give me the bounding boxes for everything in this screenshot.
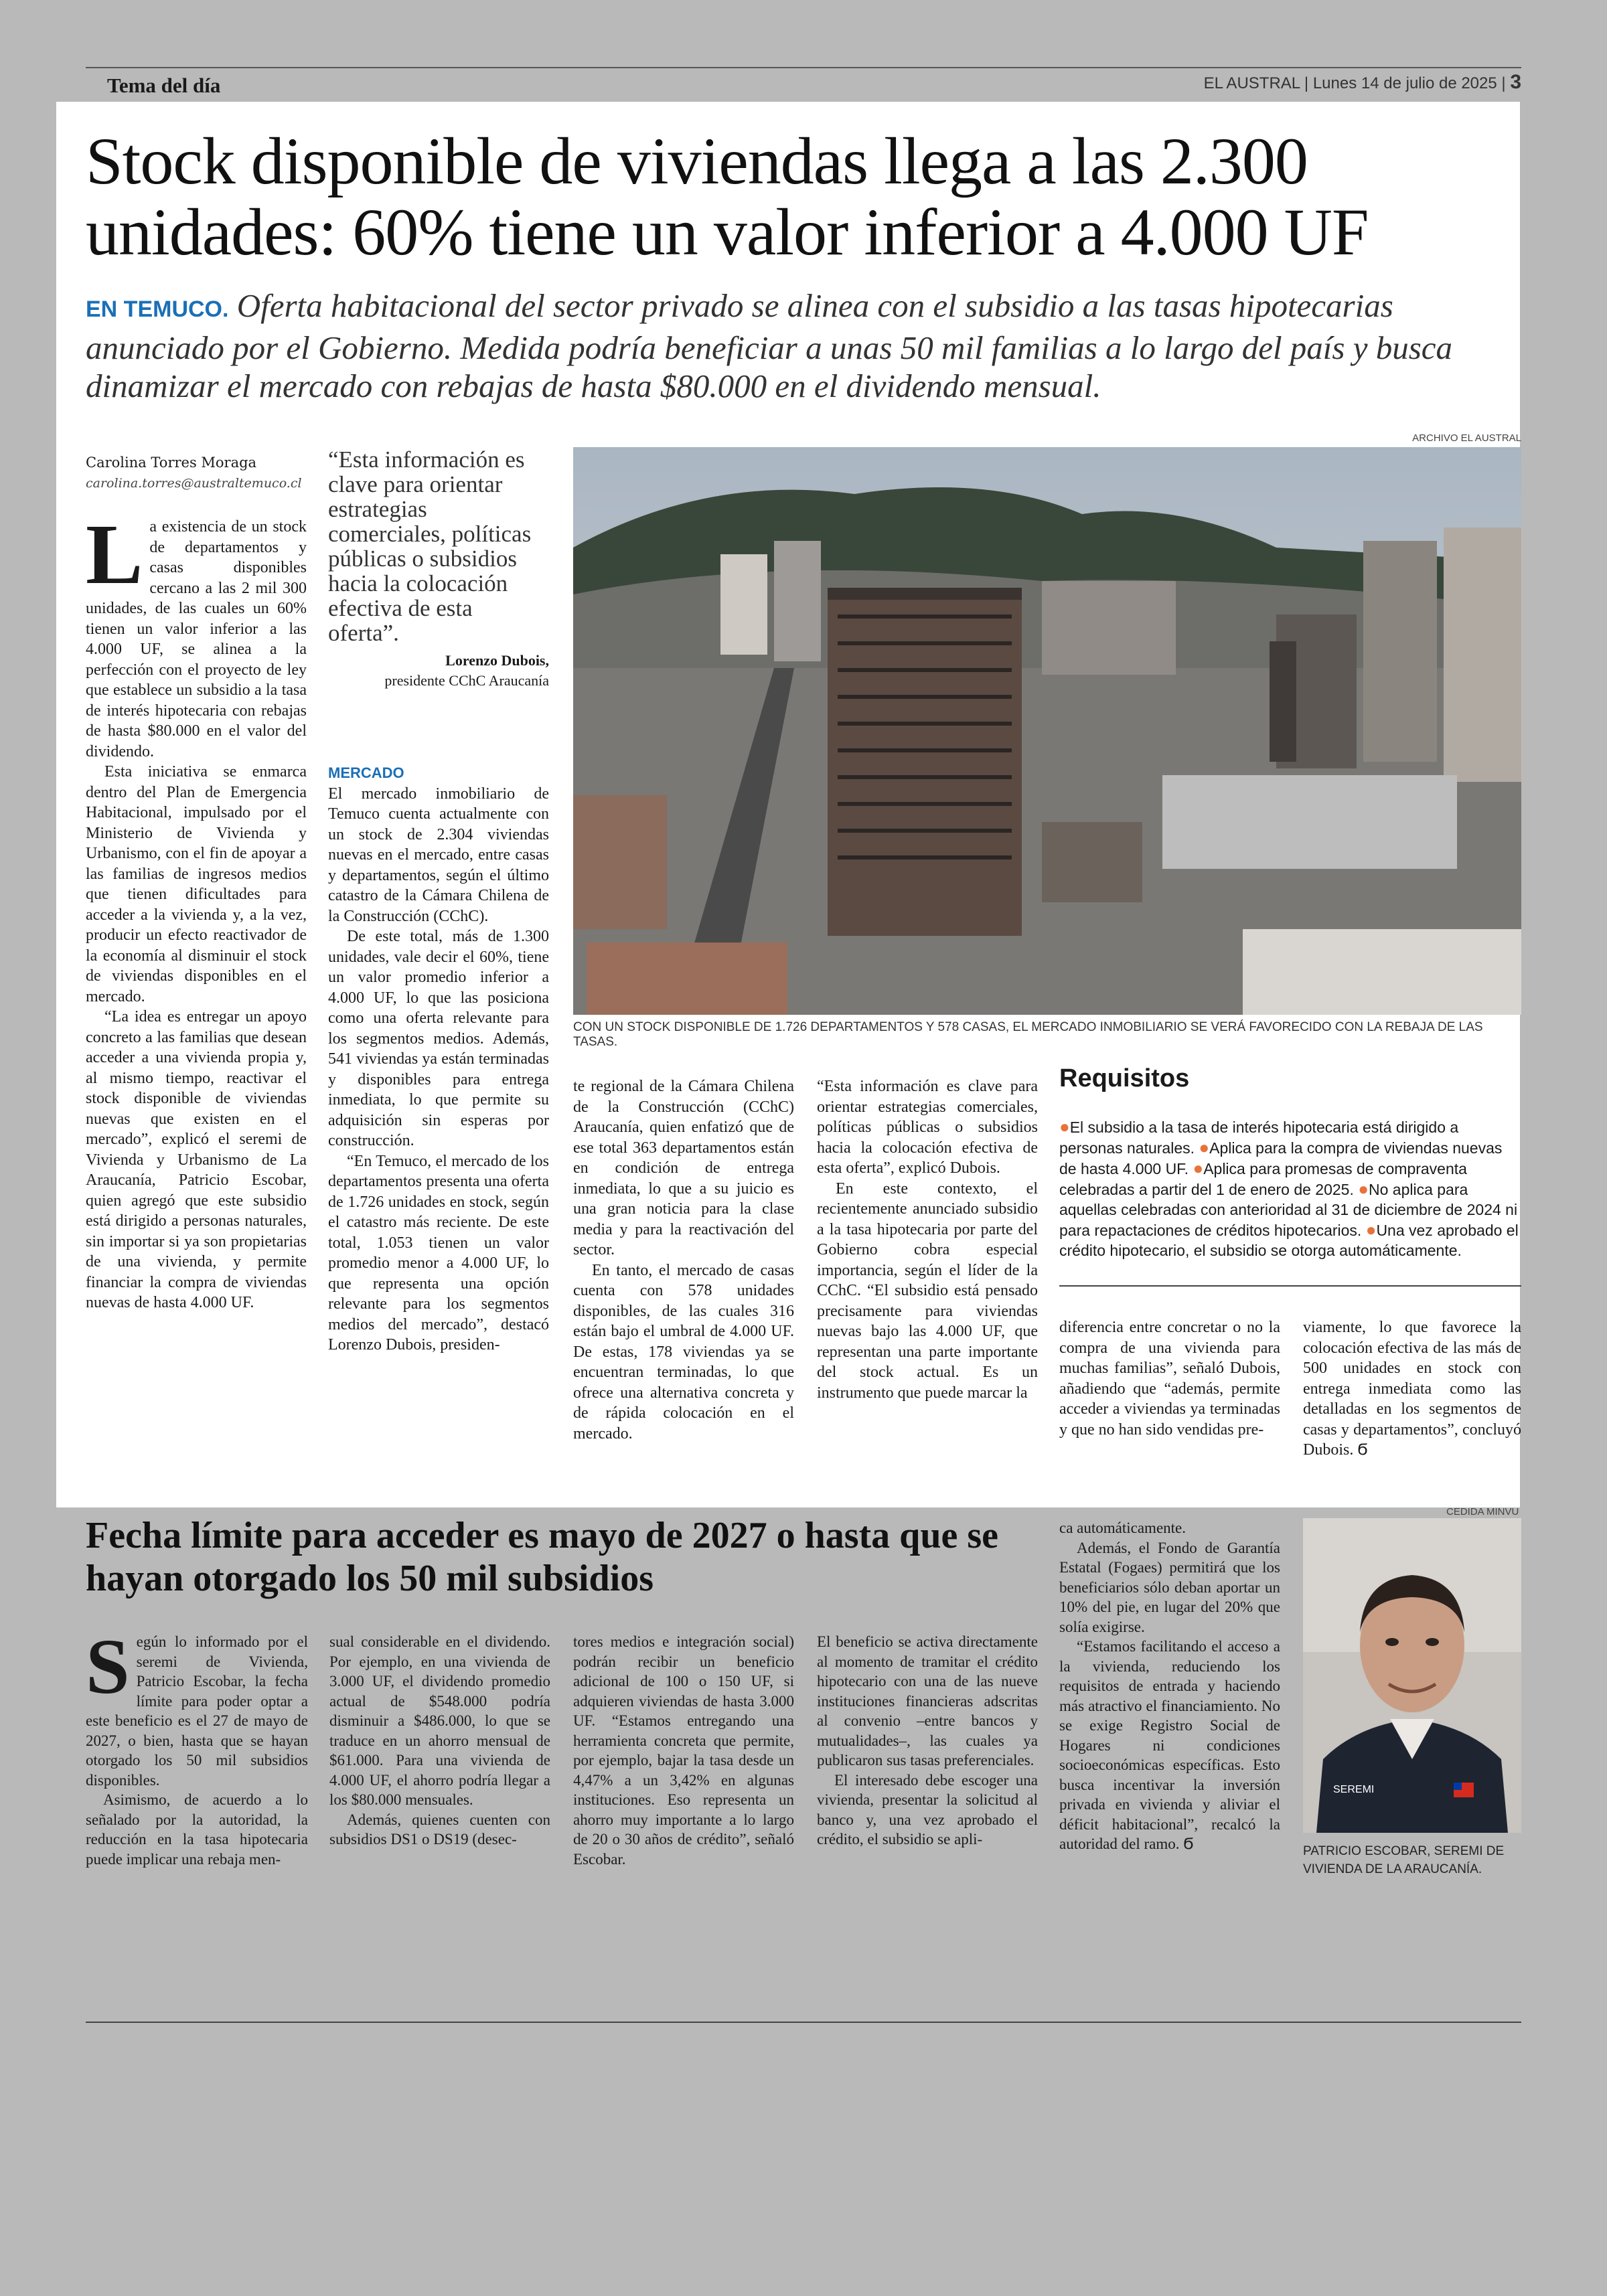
main-headline: Stock disponible de viviendas llega a las 2.300 unidades: 60% tiene un valor inferior a 4.000 UF [86,124,1369,269]
column-6 [1303,1317,1521,1461]
requirement-2: Aplica para la compra de viviendas nuevas de hasta 4.000 UF. [1059,1139,1503,1177]
pull-quote-author: Lorenzo Dubois, [445,652,549,669]
column-3 [573,1076,794,1444]
end-mark-icon: Ϭ [1357,1442,1368,1459]
subhead-mercado: MERCADO [328,764,404,781]
column-4 [817,1076,1038,1403]
requirement-3: Aplica para promesas de compraventa celebradas a partir del 1 de enero de 2025. [1059,1160,1467,1198]
second-headline: Fecha límite para acceder es mayo de 2027 o hasta que se hayan otorgado los 50 mil subsidios [86,1515,998,1599]
sec-c1-paragraph-1: egún lo informado por el seremi de Vivienda, Patricio Escobar, la fecha límite para poder optar a este beneficio es el 27 de mayo de 2027, o bien, hasta que se hayan otorgado los 50 mil subsidios disponibles. [86,1633,308,1789]
portrait-image [1303,1518,1521,1833]
col1-paragraph-1: a existencia de un stock de departamentos y casas disponibles cercano a las 2 mil 300 unidades, de las cuales un 60% tienen un valor inferior a las 4.000 UF, se alinea a la perfección con el proyecto de ley que establece un subsidio a la tasa de interés hipotecaria con rebajas de hasta $80.000 en el valor del dividendo. [86,518,307,760]
photo-caption: CON UN STOCK DISPONIBLE DE 1.726 DEPARTAMENTOS Y 578 CASAS, EL MERCADO INMOBILIARIO SE VERÁ FAVORECIDO CON LA REBAJA DE LAS TASAS. [573,1020,1483,1049]
portrait-caption: PATRICIO ESCOBAR, SEREMI DE VIVIENDA DE LA ARAUCANÍA. [1303,1844,1505,1876]
col3-paragraph-1: te regional de la Cámara Chilena de la Construcción (CChC) Araucanía, quien enfatizó que de ese total 363 departamentos están en condición de entrega inmediata, lo que a su juicio es una gran noticia para la clase media y para la reactivación del sector. [573,1078,794,1258]
portrait-credit: CEDIDA MINVU [1446,1506,1519,1518]
pull-quote: “Esta información es clave para orientar estrategias comerciales, políticas públicas o subsidios hacia la colocación efectiva de esta oferta”. [328,446,532,646]
bottom-rule [86,2022,1521,2023]
paper-name: EL AUSTRAL [1203,74,1300,92]
sec-c2-paragraph-1: sual considerable en el dividendo. Por ejemplo, en una vivienda de 3.000 UF, el dividendo promedio actual de $548.000 podría disminuir a $486.000, lo que se traduce en un ahorro mensual de $61.000. Para una vivienda de 4.000 UF, el ahorro podría llegar a los $80.000 mensuales. [329,1633,550,1808]
portrait-badge-label: SEREMI [1333,1784,1375,1795]
sec-c4-paragraph-2: El interesado debe escoger una vivienda, presentar la solicitud al banco y, una vez aprobado el crédito, el subsidio se apli- [817,1771,1038,1848]
header-rule [86,67,1521,68]
col2-paragraph-3: “En Temuco, el mercado de los departamentos presenta una oferta de 1.726 unidades en stock, según el catastro más reciente. De este total, 1.053 tienen un valor promedio menor a 4.000 UF, lo que representa una opción relevante para los segmentos medios del mercado”, destacó Lorenzo Dubois, presiden- [328,1152,549,1354]
photo-credit: ARCHIVO EL AUSTRAL [1412,432,1521,444]
city-skyline-image [573,447,1521,1015]
section-name: Tema del día [107,74,221,97]
kicker: EN TEMUCO. [86,297,229,322]
requirements-rule [1059,1285,1521,1287]
issue-date: Lunes 14 de julio de 2025 [1312,74,1497,92]
bullet-icon: ● [1193,1158,1204,1178]
sec-c5-paragraph-3: “Estamos facilitando el acceso a la vivienda, reduciendo los requisitos de entrada y haciendo más atractivo el financiamiento. No se exige Registro Social de Hogares ni condiciones socioeconómicas específicas. Esto busca incentivar la inversión privada en vivienda y aliviar el déficit habitacional”, recalcó la autoridad del ramo. [1059,1638,1280,1852]
sec-column-3 [573,1632,794,1869]
bullet-icon: ● [1199,1137,1210,1157]
sec-c2-paragraph-2: Además, quienes cuenten con subsidios DS1 o DS19 (desec- [329,1811,550,1848]
col4-paragraph-2: En este contexto, el recientemente anunciado subsidio a la tasa hipotecaria por parte del Gobierno cobra especial importancia, según el líder de la CChC. “El subsidio está pensado precisamente para viviendas nuevas bajo las 4.000 UF, que representan una parte importante del stock actual. Es un instrumento que puede marcar la [817,1179,1038,1402]
column-1 [86,507,307,1313]
sec-column-4 [817,1632,1038,1850]
col5-paragraph-1: diferencia entre concretar o no la compra de una vivienda para muchas familias”, señaló Dubois, añadiendo que “además, permite acceder a viviendas ya terminadas y que no han sido vendidas pre- [1059,1319,1280,1439]
escobar-portrait [1303,1518,1521,1833]
col1-paragraph-3: “La idea es entregar un apoyo concreto a las familias que desean acceder a una vivienda propia y, al mismo tiempo, reactivar el stock disponible de viviendas nuevas que existen en el mercado”, explicó el seremi de Vivienda y Urbanismo de La Araucanía, Patricio Escobar, quien agregó que este subsidio está dirigido a personas naturales, sin importar si ya son propietarias de una vivienda, y permite financiar la compra de viviendas nuevas de hasta 4.000 UF. [86,1008,307,1311]
bullet-icon: ● [1365,1220,1377,1240]
page-number: 3 [1510,71,1521,93]
sec-c5-paragraph-1: ca automáticamente. [1059,1520,1187,1536]
col6-paragraph-1: viamente, lo que favorece la colocación efectiva de las más de 500 unidades en stock con entrega inmediata como las detalladas en los segmentos de casas y departamentos”, concluyó Dubois. [1303,1319,1521,1459]
col1-paragraph-2: Esta iniciativa se enmarca dentro del Plan de Emergencia Habitacional, impulsado por el Ministerio de Vivienda y Urbanismo, con el fin de apoyar a las familias de ingresos medios que tienen dificultades para acceder a la vivienda y, a la vez, producir un efecto reactivador de la economía al disminuir el stock de viviendas disponibles en el mercado. [86,763,307,1005]
requirements-title: Requisitos [1059,1064,1190,1092]
bullet-icon: ● [1059,1117,1070,1137]
author-email: carolina.torres@australtemuco.cl [86,476,302,491]
pull-quote-role: presidente CChC Araucanía [384,672,549,689]
requirement-1: El subsidio a la tasa de interés hipotecaria está dirigido a personas naturales. [1059,1119,1459,1157]
author-name: Carolina Torres Moraga [86,455,257,471]
end-mark-icon: Ϭ [1183,1836,1194,1853]
sec-c4-paragraph-1: El beneficio se activa directamente al momento de tramitar el crédito hipotecario con una de las nueve instituciones financieras adscritas al convenio –entre bancos y mutualidades–, las cuales ya publicaron sus tasas preferenciales. [817,1633,1038,1769]
lead-paragraph [86,286,1525,405]
sec-c5-paragraph-2: Además, el Fondo de Garantía Estatal (Fogaes) permitirá que los beneficiarios sólo deban aportar un 10% del pie, en lugar del 20% que solía exigirse. [1059,1539,1280,1635]
bullet-icon: ● [1358,1179,1369,1199]
pull-quote-attribution [328,651,549,691]
col3-paragraph-2: En tanto, el mercado de casas cuenta con 578 unidades disponibles, de las cuales 316 están bajo el umbral de 4.000 UF. De estas, 178 viviendas ya se encuentran terminadas, lo que ofrece una alternativa concreta y de rápida colocación en el mercado. [573,1261,794,1443]
requirement-4: No aplica para aquellas celebradas con anterioridad al 31 de diciembre de 2024 ni para repactaciones de créditos hipotecarios. [1059,1181,1518,1239]
col4-paragraph-1: “Esta información es clave para orientar estrategias comerciales, políticas públicas o subsidios hacia la colocación efectiva de esta oferta”, explicó Dubois. [817,1078,1038,1177]
sec-c3-paragraph-1: tores medios e integración social) podrán recibir un beneficio adicional de 100 o 150 UF, si adquieren viviendas de hasta 3.000 UF. “Estamos entregando una herramienta concreta que permite, por ejemplo, bajar la tasa desde un 4,47% a un 3,42% en algunas instituciones. Eso representa un ahorro muy importante a lo largo de 20 o 30 años de crédito”, señaló Escobar. [573,1633,794,1868]
sec-c1-paragraph-2: Asimismo, de acuerdo a lo señalado por la autoridad, la reducción en la tasa hipotecaria puede implicar una rebaja men- [86,1791,308,1868]
column-5 [1059,1317,1280,1440]
byline [86,453,307,493]
column-2 [328,763,549,1356]
city-photo [573,447,1521,1015]
requirements-list [1059,1117,1521,1260]
col2-paragraph-1: El mercado inmobiliario de Temuco cuenta actualmente con un stock de 2.304 viviendas nuevas en el mercado, entre casas y departamentos, según el último catastro de la Cámara Chilena de la Construcción (CChC). [328,785,549,925]
lead-text: Oferta habitacional del sector privado se alinea con el subsidio a las tasas hipotecarias anunciado por el Gobierno. Medida podría beneficiar a unas 50 mil familias a lo largo del país y busca dinamizar el mercado con rebajas de hasta $80.000 en el dividendo mensual. [86,287,1453,404]
drop-cap: L [86,507,143,602]
folio: EL AUSTRAL | Lunes 14 de julio de 2025 | 3 [1203,71,1521,93]
drop-cap: S [86,1623,130,1710]
sec-column-2 [329,1632,550,1850]
col2-paragraph-2: De este total, más de 1.300 unidades, vale decir el 60%, tiene un valor promedio inferior a 4.000 UF, lo que las posiciona como una oferta relevante para los segmentos medios. Además, 541 viviendas ya están terminadas y disponibles para entrega inmediata, lo que permite su adquisición sin esperas por construcción. [328,928,549,1149]
requirement-5: Una vez aprobado el crédito hipotecario, el subsidio se otorga automáticamente. [1059,1222,1519,1259]
sec-column-5 [1059,1518,1280,1855]
sec-column-1 [86,1623,308,1869]
